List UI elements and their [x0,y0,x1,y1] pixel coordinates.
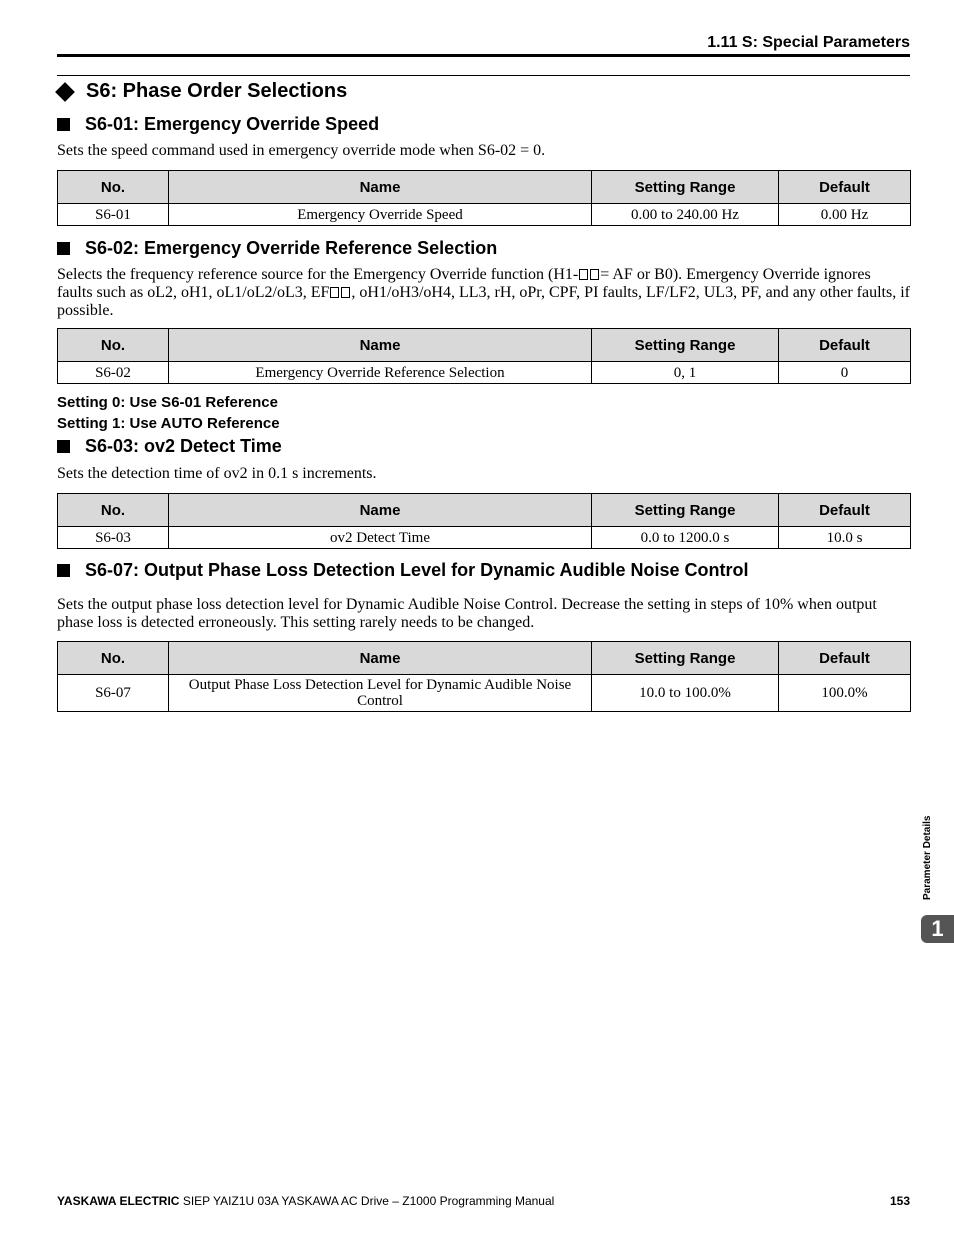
header-range: Setting Range [592,329,779,362]
table-row [58,675,911,712]
cell-default: 10.0 s [779,527,911,549]
s6-02-setting-1: Setting 1: Use AUTO Reference [57,415,280,432]
footer-manual [57,1194,554,1208]
cell-default: 0.00 Hz [779,204,911,226]
table-row [58,362,911,384]
s6-03-table [57,493,911,549]
footer-manual-title: SIEP YAIZ1U 03A YASKAWA AC Drive – Z1000 Programming Manual [182,1194,555,1208]
s6-03-heading-text: S6-03: ov2 Detect Time [85,436,282,456]
cell-name: Emergency Override Reference Selection [169,362,592,384]
s6-01-description: Sets the speed command used in emergency override mode when S6-02 = 0. [57,142,546,159]
footer-brand: YASKAWA ELECTRIC [57,1194,180,1208]
cell-default: 100.0% [779,675,911,712]
cell-range: 10.0 to 100.0% [592,675,779,712]
placeholder-box-icon [341,287,350,298]
page-footer [57,1194,910,1208]
cell-no: S6-02 [58,362,169,384]
square-bullet-icon [57,118,70,131]
table-header-row [58,171,911,204]
cell-name: Output Phase Loss Detection Level for Dynamic Audible Noise Control [169,675,592,712]
cell-default: 0 [779,362,911,384]
table-header-row [58,494,911,527]
header-name: Name [169,494,592,527]
header-name: Name [169,329,592,362]
s6-02-desc-part-a: Selects the frequency reference source for the Emergency Override function (H1- [57,266,579,283]
s6-03-description: Sets the detection time of ov2 in 0.1 s increments. [57,465,377,482]
s6-02-desc-part-c: , oH1/oH3/oH4, LL3, rH, oPr, CPF, PI faults, LF/LF2, UL3, PF, and any other faults, if possible. [57,284,910,319]
placeholder-box-icon [579,269,588,280]
header-no: No. [58,171,169,204]
cell-range: 0, 1 [592,362,779,384]
table-row [58,204,911,226]
s6-01-heading [57,114,379,135]
header-default: Default [779,329,911,362]
header-range: Setting Range [592,494,779,527]
header-default: Default [779,494,911,527]
s6-02-heading [57,238,497,259]
header-default: Default [779,171,911,204]
s6-07-heading-text: S6-07: Output Phase Loss Detection Level for Dynamic Audible Noise Control [85,560,749,580]
section-rule [57,75,910,76]
placeholder-box-icon [330,287,339,298]
square-bullet-icon [57,564,70,577]
cell-name: Emergency Override Speed [169,204,592,226]
s6-02-table [57,328,911,384]
table-row [58,527,911,549]
cell-range: 0.0 to 1200.0 s [592,527,779,549]
placeholder-box-icon [590,269,599,280]
s6-03-heading [57,436,282,457]
square-bullet-icon [57,440,70,453]
s6-02-desc-part-b: = AF or B0). Emergency Override ignores faults such as oL2, oH1, oL1/oL2/oL3, EF [57,266,871,301]
table-header-row [58,329,911,362]
s6-02-setting-0: Setting 0: Use S6-01 Reference [57,394,278,411]
diamond-bullet-icon [55,82,75,102]
cell-no: S6-03 [58,527,169,549]
header-range: Setting Range [592,171,779,204]
s6-07-heading [57,560,748,581]
cell-name: ov2 Detect Time [169,527,592,549]
header-rule [57,54,910,57]
cell-no: S6-07 [58,675,169,712]
cell-no: S6-01 [58,204,169,226]
s6-02-description [57,266,910,320]
page-number: 153 [889,1194,910,1208]
running-header: 1.11 S: Special Parameters [707,34,910,51]
table-header-row [58,642,911,675]
side-tab-label: Parameter Details [922,815,933,900]
header-no: No. [58,329,169,362]
s6-01-table [57,170,911,226]
cell-range: 0.00 to 240.00 Hz [592,204,779,226]
header-range: Setting Range [592,642,779,675]
header-name: Name [169,642,592,675]
header-no: No. [58,494,169,527]
header-no: No. [58,642,169,675]
header-default: Default [779,642,911,675]
s6-01-heading-text: S6-01: Emergency Override Speed [85,114,380,134]
section-title [55,80,347,103]
header-name: Name [169,171,592,204]
s6-02-heading-text: S6-02: Emergency Override Reference Selection [85,238,498,258]
square-bullet-icon [57,242,70,255]
s6-07-description: Sets the output phase loss detection level for Dynamic Audible Noise Control. Decrease the setting in steps of 10% when output phase loss is detected erroneously. This setting rarely needs to be changed. [57,596,877,631]
section-title-text: S6: Phase Order Selections [86,80,348,102]
chapter-tab: 1 [921,915,954,943]
s6-07-table [57,641,911,712]
